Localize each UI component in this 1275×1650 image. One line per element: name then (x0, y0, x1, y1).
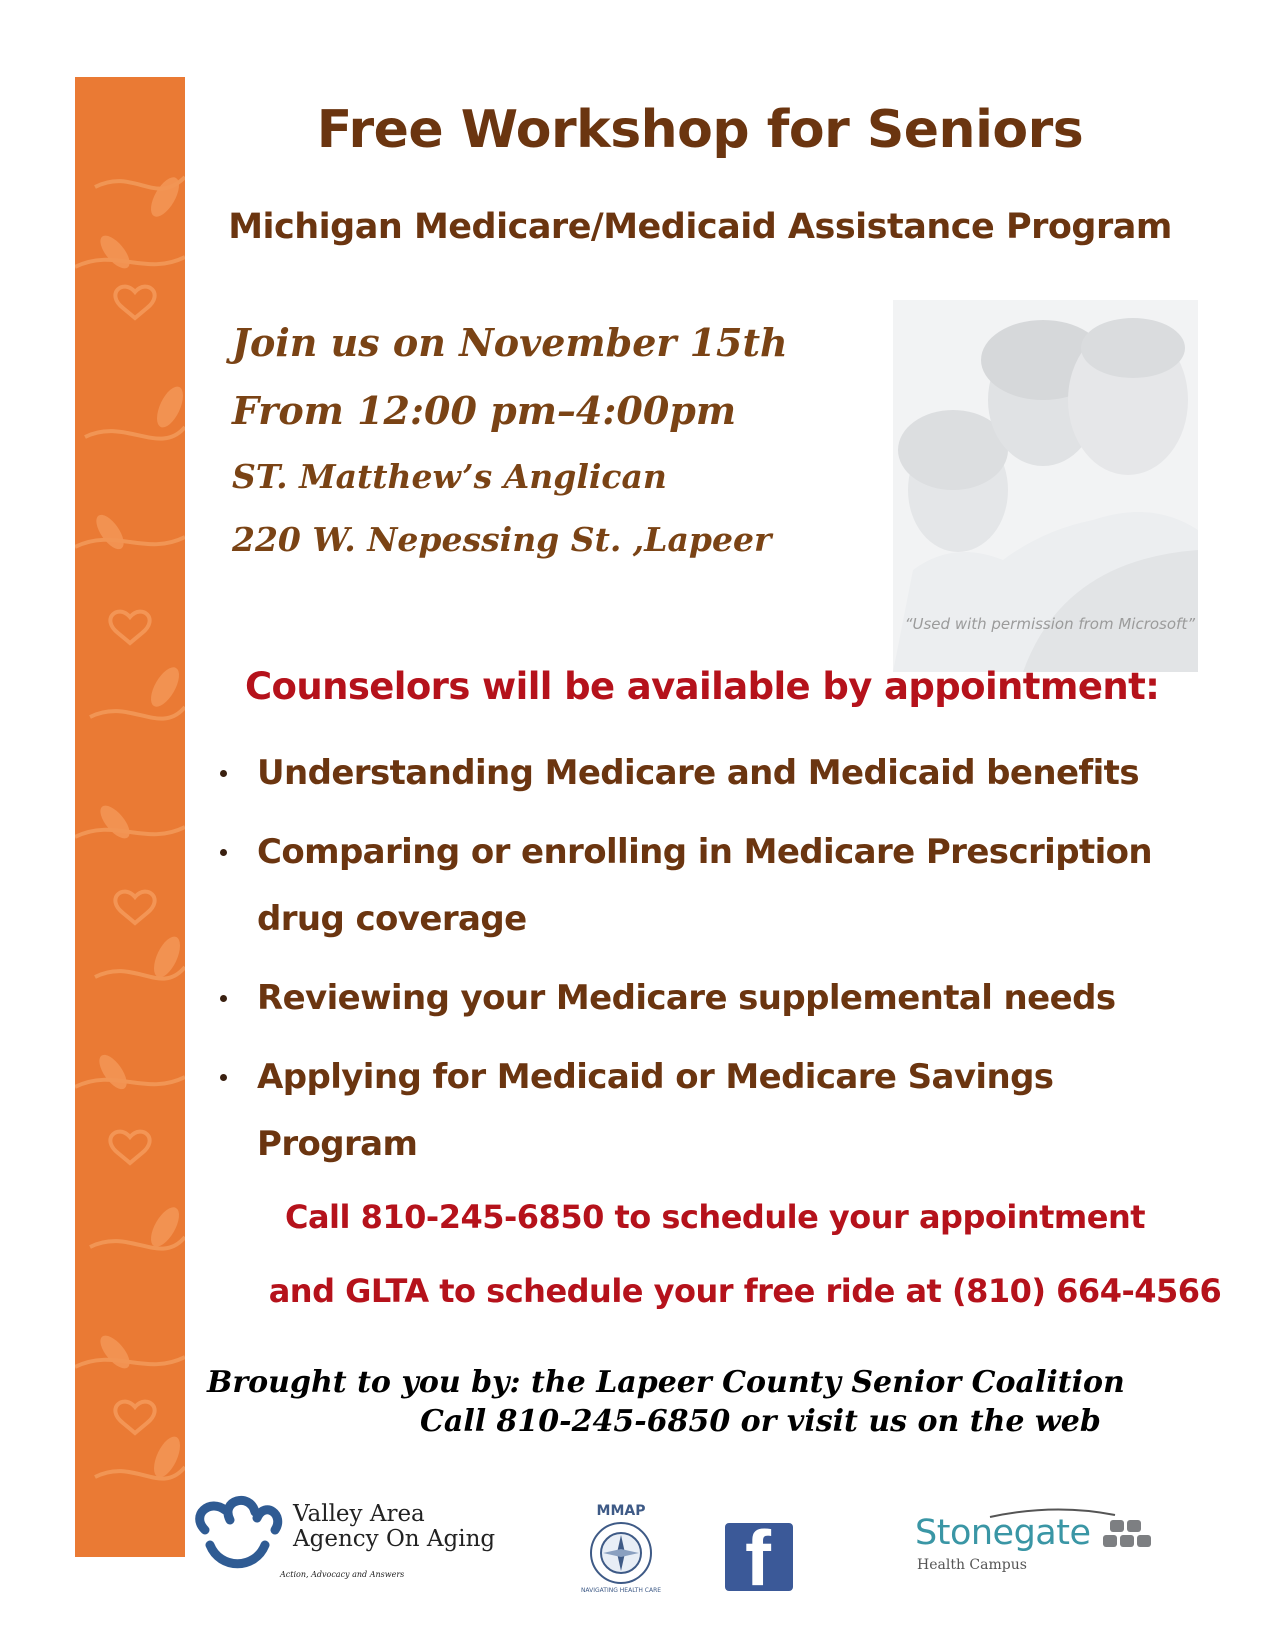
stonegate-subtitle: Health Campus (917, 1557, 1027, 1573)
services-list (215, 740, 1205, 1190)
mmap-ring-text: NAVIGATING HEALTH CARE (580, 1587, 662, 1594)
counselors-heading: Counselors will be available by appointment: (245, 665, 1160, 708)
list-item (215, 740, 1205, 807)
list-item (215, 819, 1205, 953)
decorative-side-band (75, 77, 185, 1557)
stonegate-logo (915, 1505, 1165, 1575)
event-time: From 12:00 pm–4:00pm (232, 388, 737, 433)
service-text: Reviewing your Medicare supplemental needs (257, 978, 1116, 1018)
service-text: Understanding Medicare and Medicaid benefits (257, 753, 1139, 793)
list-item (215, 965, 1205, 1032)
bullet-icon (220, 1074, 227, 1081)
photo-credit: “Used with permission from Microsoft” (904, 615, 1195, 633)
service-text: Comparing or enrolling in Medicare Prescription drug coverage (257, 832, 1153, 939)
valley-area-agency-logo (185, 1490, 515, 1600)
facebook-icon[interactable] (725, 1523, 793, 1591)
floral-pattern (75, 77, 185, 1557)
event-venue: ST. Matthew’s Anglican (232, 457, 667, 496)
bullet-icon (220, 995, 227, 1002)
ride-call-line: and GLTA to schedule your free ride at (810) 664-4566 (268, 1272, 1222, 1310)
mmap-logo (580, 1495, 662, 1595)
appointment-call-line: Call 810-245-6850 to schedule your appointment (284, 1198, 1146, 1236)
flyer-title: Free Workshop for Seniors (316, 100, 1084, 160)
facebook-glyph: f (745, 1523, 771, 1591)
service-text: Applying for Medicaid or Medicare Savings Program (257, 1057, 1054, 1164)
sponsor-credit: Brought to you by: the Lapeer County Senior Coalition (207, 1365, 1125, 1400)
contact-line: Call 810-245-6850 or visit us on the web (420, 1404, 1101, 1439)
stonegate-name: Stonegate (915, 1513, 1091, 1553)
program-subtitle: Michigan Medicare/Medicaid Assistance Program (228, 207, 1172, 247)
event-date: Join us on November 15th (232, 320, 788, 365)
mmap-compass-icon (580, 1495, 662, 1595)
list-item (215, 1044, 1205, 1178)
event-address: 220 W. Nepessing St. ,Lapeer (232, 520, 772, 559)
vaaa-name (293, 1502, 495, 1552)
bullet-icon (220, 849, 227, 856)
vaaa-tagline: Action, Advocacy and Answers (280, 1570, 405, 1579)
vaaa-swirl-icon (185, 1490, 290, 1575)
vaaa-name-line2: Agency On Aging (293, 1526, 496, 1552)
mmap-wordmark: MMAP (596, 1503, 646, 1519)
bullet-icon (220, 770, 227, 777)
vaaa-name-line1: Valley Area (293, 1501, 425, 1527)
